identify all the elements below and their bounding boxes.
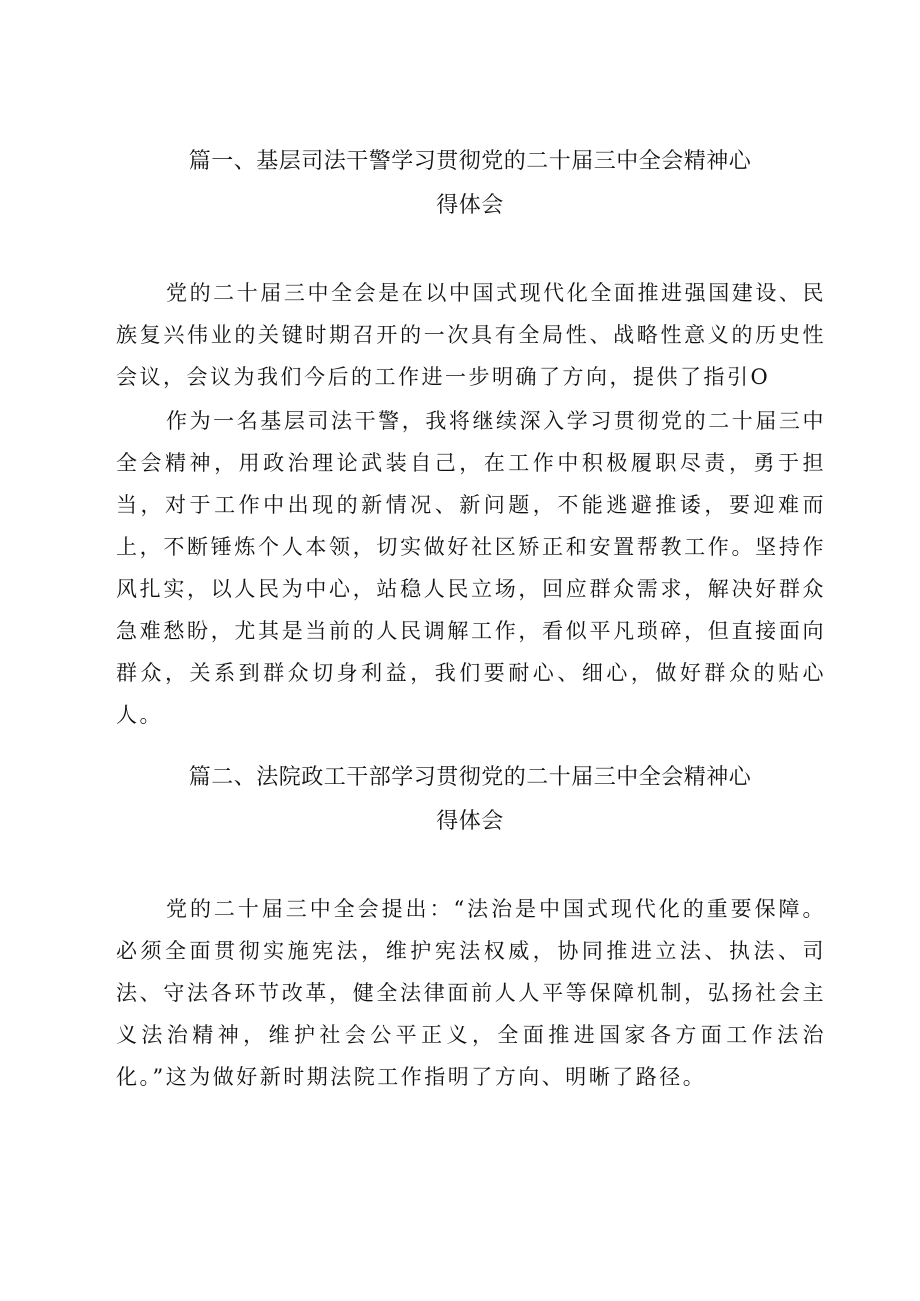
section-1-title-line-1: 篇一、基层司法干警学习贯彻党的二十届三中全会精神心 [188,149,752,174]
section-2-title [160,756,780,844]
section-1-title [160,140,780,228]
section-1-paragraph-1: 党的二十届三中全会是在以中国式现代化全面推进强国建设、民族复兴伟业的关键时期召开的一次具有全局性、战略性意义的历史性会议，会议为我们今后的工作进一步明确了方向，提供了指引O [116,281,826,389]
section-2-title-line-1: 篇二、法院政工干部学习贯彻党的二十届三中全会精神心 [188,765,752,790]
section-2-paragraph-1: 党的二十届三中全会提出：“法治是中国式现代化的重要保障。必须全面贯彻实施宪法，维护宪法权威，协同推进立法、执法、司法、守法各环节改革，健全法律面前人人平等保障机制，弘扬社会主义法治精神，维护社会公平正义，全面推进国家各方面工作法治化。”这为做好新时期法院工作指明了方向、明晰了路径。 [116,897,826,1089]
section-1-paragraph-2: 作为一名基层司法干警，我将继续深入学习贯彻党的二十届三中全会精神，用政治理论武装自己，在工作中积极履职尽责，勇于担当，对于工作中出现的新情况、新问题，不能逃避推诿，要迎难而上，不断锤炼个人本领，切实做好社区矫正和安置帮教工作。坚持作风扎实，以人民为中心，站稳人民立场，回应群众需求，解决好群众急难愁盼，尤其是当前的人民调解工作，看似平凡琐碎，但直接面向群众，关系到群众切身利益，我们要耐心、细心，做好群众的贴心人。 [116,409,826,727]
section-1-title-line-2: 得体会 [436,193,504,218]
section-2-title-line-2: 得体会 [436,809,504,834]
